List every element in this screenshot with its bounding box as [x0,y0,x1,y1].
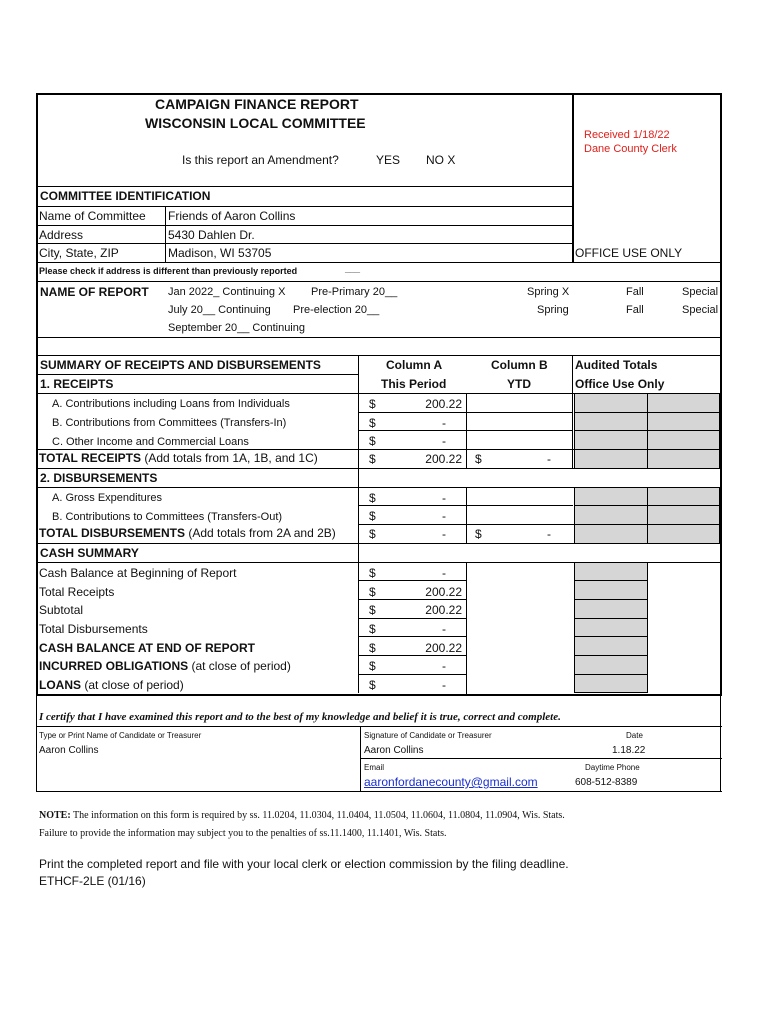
currency-sign: $ [369,566,376,580]
date-field[interactable]: 1.18.22 [612,745,646,756]
address-change-note: Please check if address is different than previously reported [39,266,298,276]
disbursement-a-value[interactable]: - [442,491,446,505]
committee-name-label: Name of Committee [39,209,146,223]
loans-label: LOANS (at close of period) [39,678,184,692]
cash-summary-heading: CASH SUMMARY [40,546,139,560]
incurred-value[interactable]: - [442,659,446,673]
cash-begin-value[interactable]: - [442,566,446,580]
cash-receipts-label: Total Receipts [39,585,115,599]
audited-heading: Audited Totals [575,358,658,372]
cash-end-value[interactable]: 200.22 [425,641,462,655]
received-stamp: Received 1/18/22 [584,129,670,141]
report-option-september[interactable]: September 20__ Continuing [168,322,305,334]
cash-subtotal-value[interactable]: 200.22 [425,603,462,617]
amendment-no[interactable]: NO X [426,153,456,167]
receipt-c-label: C. Other Income and Commercial Loans [52,436,249,448]
audited-subheading: Office Use Only [575,377,665,391]
print-name-field[interactable]: Aaron Collins [39,745,99,756]
legal-note: NOTE: The information on this form is required by ss. 11.0204, 11.0304, 11.0404, 11.0504, 11.0604, 11.0804, 11.0904, Wis. Stats. [39,810,565,821]
currency-sign: $ [475,452,482,466]
address-label: Address [39,228,84,242]
currency-sign: $ [369,491,376,505]
office-use-label: OFFICE USE ONLY [575,246,683,260]
currency-sign: $ [369,585,376,599]
column-b-subheading: YTD [507,377,531,391]
disbursement-a-label: A. Gross Expenditures [52,492,163,504]
cash-subtotal-label: Subtotal [39,603,84,617]
receipt-a-label: A. Contributions including Loans from Individuals [52,398,290,410]
city-field[interactable]: Madison, WI 53705 [168,246,272,260]
email-link[interactable]: aaronfordanecounty@gmail.com [364,775,538,789]
currency-sign: $ [369,509,376,523]
receipts-heading: 1. RECEIPTS [40,377,114,391]
cash-begin-label: Cash Balance at Beginning of Report [39,566,237,580]
report-name-label: NAME OF REPORT [40,285,149,299]
cash-disbursements-label: Total Disbursements [39,622,148,636]
column-a-subheading: This Period [381,377,447,391]
total-receipts-ytd[interactable]: - [547,452,551,466]
report-option-spring-x[interactable]: Spring X [527,286,570,298]
currency-sign: $ [475,527,482,541]
signature-field[interactable]: Aaron Collins [364,745,424,756]
currency-sign: $ [369,416,376,430]
currency-sign: $ [369,659,376,673]
committee-heading: COMMITTEE IDENTIFICATION [40,189,211,203]
city-label: City, State, ZIP [39,246,119,260]
amendment-question: Is this report an Amendment? [182,153,339,167]
currency-sign: $ [369,452,376,466]
report-option-fall-2[interactable]: Fall [626,304,644,316]
disbursement-b-value[interactable]: - [442,509,446,523]
report-option-special-2[interactable]: Special [682,304,719,316]
phone-label: Daytime Phone [585,763,640,772]
signature-label: Signature of Candidate or Treasurer [364,731,492,740]
print-name-label: Type or Print Name of Candidate or Treasurer [39,731,202,740]
address-field[interactable]: 5430 Dahlen Dr. [168,228,255,242]
penalty-note: Failure to provide the information may subject you to the penalties of ss.11.1400, 11.1401, Wis. Stats. [39,828,447,839]
total-disbursements-label: TOTAL DISBURSEMENTS (Add totals from 2A and 2B) [39,526,336,540]
cash-end-label: CASH BALANCE AT END OF REPORT [39,641,255,655]
currency-sign: $ [369,603,376,617]
report-option-preelection[interactable]: Pre-election 20__ [293,304,380,316]
report-option-spring[interactable]: Spring [537,304,569,316]
loans-value[interactable]: - [442,678,446,692]
filing-instruction: Print the completed report and file with your local clerk or election commission by the filing deadline. [39,857,569,871]
receipt-b-value[interactable]: - [442,416,446,430]
email-label: Email [364,763,385,772]
column-b-heading: Column B [491,358,548,372]
total-receipts-label: TOTAL RECEIPTS (Add totals from 1A, 1B, and 1C) [39,451,318,465]
committee-name-field[interactable]: Friends of Aaron Collins [168,209,296,223]
form-id: ETHCF-2LE (01/16) [39,874,146,888]
total-disbursements-value[interactable]: - [442,527,446,541]
cash-receipts-value[interactable]: 200.22 [425,585,462,599]
cash-disbursements-value[interactable]: - [442,622,446,636]
title-line-1: CAMPAIGN FINANCE REPORT [155,96,359,112]
currency-sign: $ [369,622,376,636]
currency-sign: $ [369,397,376,411]
summary-heading: SUMMARY OF RECEIPTS AND DISBURSEMENTS [40,358,321,372]
title-line-2: WISCONSIN LOCAL COMMITTEE [145,115,366,131]
report-option-jan[interactable]: Jan 2022_ Continuing X [168,286,286,298]
amendment-yes[interactable]: YES [376,153,401,167]
report-option-preprimary[interactable]: Pre-Primary 20__ [311,286,398,298]
currency-sign: $ [369,527,376,541]
receipt-c-value[interactable]: - [442,434,446,448]
certification-statement: I certify that I have examined this report and to the best of my knowledge and belief it is true, correct and complete. [39,711,561,723]
receipt-b-label: B. Contributions from Committees (Transfers-In) [52,417,287,429]
report-option-july[interactable]: July 20__ Continuing [168,304,271,316]
currency-sign: $ [369,678,376,692]
address-change-check[interactable]: ___ [345,264,361,274]
phone-field[interactable]: 608-512-8389 [575,777,638,788]
report-option-fall-1[interactable]: Fall [626,286,644,298]
total-receipts-value[interactable]: 200.22 [425,452,462,466]
currency-sign: $ [369,641,376,655]
disbursement-b-label: B. Contributions to Committees (Transfers-Out) [52,511,283,523]
report-option-special-1[interactable]: Special [682,286,719,298]
receipt-a-value[interactable]: 200.22 [425,397,462,411]
total-disbursements-ytd[interactable]: - [547,527,551,541]
date-label: Date [626,731,643,740]
currency-sign: $ [369,434,376,448]
column-a-heading: Column A [386,358,443,372]
disbursements-heading: 2. DISBURSEMENTS [40,471,158,485]
clerk-stamp: Dane County Clerk [584,143,677,155]
incurred-label: INCURRED OBLIGATIONS (at close of period) [39,659,291,673]
